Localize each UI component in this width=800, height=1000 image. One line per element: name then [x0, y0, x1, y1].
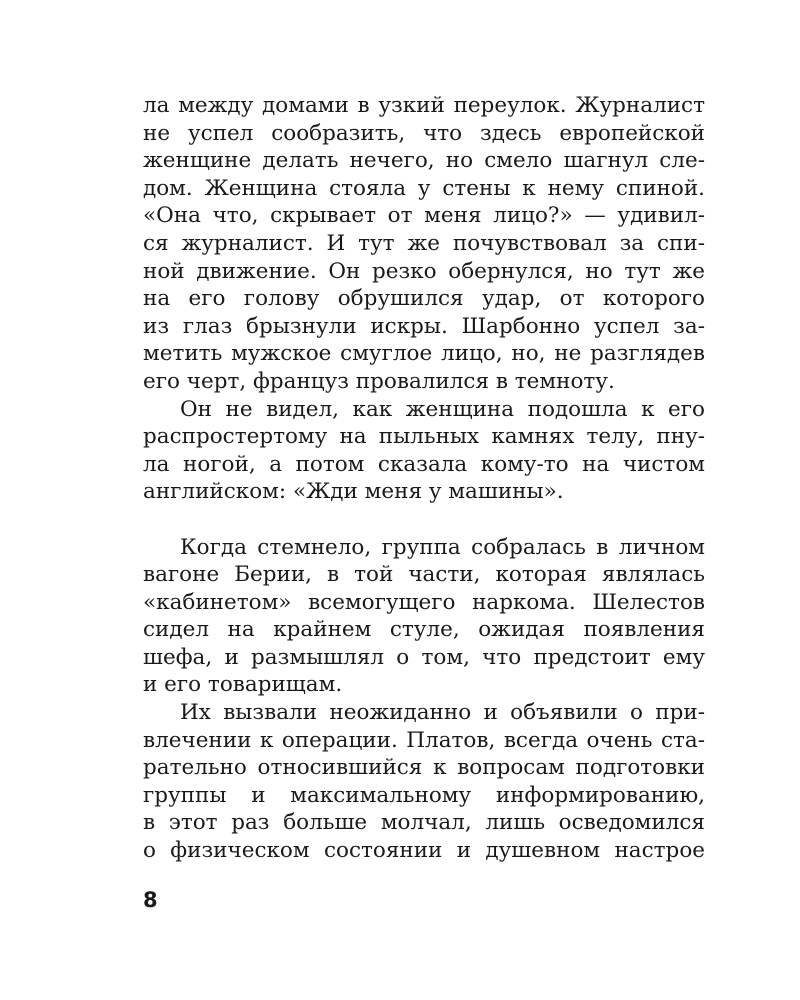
text-line: на его голову обрушился удар, от которого [143, 286, 705, 312]
text-line: «Она что, скрывает от меня лицо?» — удивил- [143, 203, 705, 229]
text-line: распростертому на пыльных камнях телу, пну- [143, 424, 705, 450]
text-line: метить мужское смуглое лицо, но, не разглядев [143, 341, 705, 367]
text-line: Он не видел, как женщина подошла к его [180, 396, 705, 422]
text-line: Когда стемнело, группа собралась в личном [180, 534, 705, 560]
text-line: влечении к операции. Платов, всегда очень ста- [143, 727, 705, 753]
text-line: «кабинетом» всемогущего наркома. Шелестов [143, 589, 705, 615]
text-line: женщине делать нечего, но смело шагнул сле- [143, 148, 705, 174]
text-line: сидел на крайнем стуле, ожидая появления [143, 617, 705, 643]
paragraph-1 [143, 92, 705, 396]
text-line: в этот раз больше молчал, лишь осведомился [143, 810, 705, 836]
text-line: его черт, француз провалился в темноту. [143, 368, 615, 394]
text-line: группы и максимальному информированию, [143, 782, 705, 808]
text-line: дом. Женщина стояла у стены к нему спиной. [143, 175, 705, 201]
text-line: ла между домами в узкий переулок. Журналист [143, 93, 705, 118]
paragraph-3 [143, 534, 705, 700]
text-line: из глаз брызнули искры. Шарбонно успел за- [143, 313, 705, 339]
text-line: ной движение. Он резко обернулся, но тут же [143, 258, 705, 284]
text-line: вагоне Берии, в той части, которая являлась [143, 562, 705, 588]
text-line: шефа, и размышлял о том, что предстоит ему [143, 644, 705, 670]
book-page-text [143, 92, 705, 865]
paragraph-2 [143, 396, 705, 506]
text-line: английском: «Жди меня у машины». [143, 479, 564, 505]
text-line: о физическом состоянии и душевном настрое [143, 838, 705, 864]
section-break [143, 506, 705, 534]
text-line: рательно относившийся к вопросам подготовки [143, 755, 705, 781]
paragraph-4 [143, 699, 705, 865]
text-line: ла ногой, а потом сказала кому-то на чистом [143, 451, 705, 477]
text-line: ся журналист. И тут же почувствовал за спи- [143, 230, 705, 256]
text-line: и его товарищам. [143, 672, 343, 698]
page-number: 8 [143, 888, 158, 912]
text-line: не успел сообразить, что здесь европейской [143, 120, 705, 146]
text-line: Их вызвали неожиданно и объявили о при- [180, 700, 705, 726]
